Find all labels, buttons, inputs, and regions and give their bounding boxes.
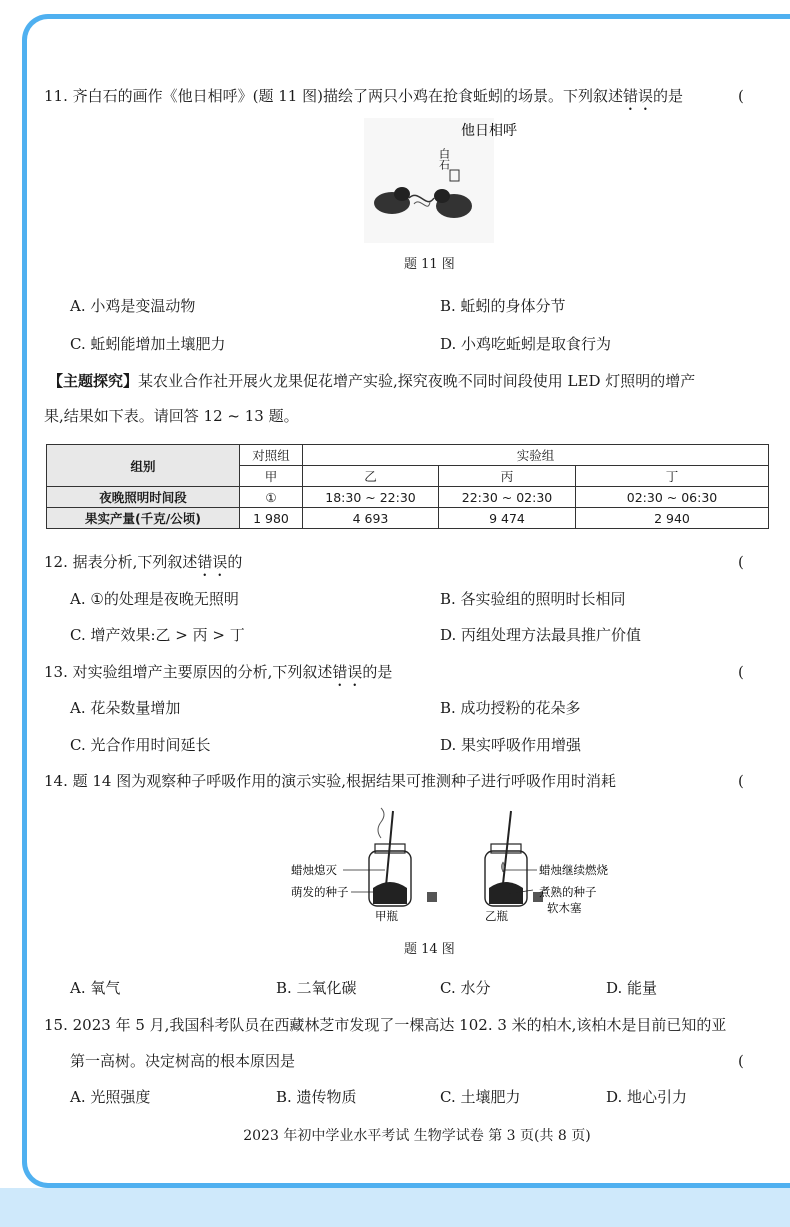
cork-a bbox=[427, 892, 437, 902]
table-control-header: 对照组 bbox=[240, 445, 303, 466]
label-candle-burn: 蜡烛继续燃烧 bbox=[539, 863, 608, 877]
q11-option-b[interactable]: B. 蚯蚓的身体分节 bbox=[440, 297, 566, 315]
q11-option-c[interactable]: C. 蚯蚓能增加土壤肥力 bbox=[70, 335, 226, 353]
table-cell: 22:30 ~ 02:30 bbox=[439, 487, 576, 508]
label-candle-out: 蜡烛熄灭 bbox=[291, 863, 337, 877]
q13-stem: 13. 对实验组增产主要原因的分析,下列叙述错误的是 bbox=[44, 663, 393, 681]
q14-option-b[interactable]: B. 二氧化碳 bbox=[276, 979, 357, 997]
label-jar-b: 乙瓶 bbox=[485, 909, 508, 923]
q11-option-d[interactable]: D. 小鸡吃蚯蚓是取食行为 bbox=[440, 335, 612, 353]
q12-option-a[interactable]: A. ①的处理是夜晚无照明 bbox=[70, 590, 239, 608]
q14-option-d[interactable]: D. 能量 bbox=[606, 979, 658, 997]
table-cell: 02:30 ~ 06:30 bbox=[576, 487, 769, 508]
q15-option-d[interactable]: D. 地心引力 bbox=[606, 1088, 688, 1106]
q12-option-d[interactable]: D. 丙组处理方法最具推广价值 bbox=[440, 626, 642, 644]
q12-option-c[interactable]: C. 增产效果:乙 > 丙 > 丁 bbox=[70, 626, 245, 644]
table-cell: 9 474 bbox=[439, 508, 576, 529]
table-cell: 1 980 bbox=[240, 508, 303, 529]
q13-option-c[interactable]: C. 光合作用时间延长 bbox=[70, 736, 211, 754]
q12-stem: 12. 据表分析,下列叙述错误的 bbox=[44, 553, 243, 571]
theme-line-1: 【主题探究】某农业合作社开展火龙果促花增产实验,探究夜晚不同时间段使用 LED 灯照明的增产 bbox=[48, 372, 696, 390]
table-cell: ① bbox=[240, 487, 303, 508]
q15-stem-line-1: 15. 2023 年 5 月,我国科考队员在西藏林芝市发现了一棵高达 102. 3 米的柏木,该柏木是目前已知的亚 bbox=[44, 1016, 727, 1034]
q14-figure bbox=[289, 806, 608, 928]
label-cooked: 煮熟的种子 bbox=[539, 885, 597, 899]
page-footer: 2023 年初中学业水平考试 生物学试卷 第 3 页(共 8 页) bbox=[243, 1128, 591, 1144]
germinating-seeds bbox=[373, 882, 407, 904]
q13-option-b[interactable]: B. 成功授粉的花朵多 bbox=[440, 699, 581, 717]
cooked-seeds bbox=[489, 882, 523, 904]
theme-line-2: 果,结果如下表。请回答 12 ~ 13 题。 bbox=[44, 407, 299, 425]
label-cork: 软木塞 bbox=[547, 901, 582, 915]
q15-option-b[interactable]: B. 遗传物质 bbox=[276, 1088, 357, 1106]
q13-option-d[interactable]: D. 果实呼吸作用增强 bbox=[440, 736, 582, 754]
label-jar-a: 甲瓶 bbox=[375, 909, 398, 923]
table-group-ding: 丁 bbox=[576, 466, 769, 487]
q15-answer-paren: ( bbox=[738, 1052, 744, 1070]
q11-painting bbox=[364, 118, 517, 243]
exam-page bbox=[44, 0, 790, 1227]
q12-answer-paren: ( bbox=[738, 553, 744, 571]
painting-inscription-1: 他日相呼 bbox=[461, 123, 517, 139]
candle-rod-b bbox=[503, 811, 511, 884]
q11-caption: 题 11 图 bbox=[404, 257, 455, 272]
table-row1-label: 夜晚照明时间段 bbox=[47, 487, 240, 508]
q14-caption: 题 14 图 bbox=[404, 942, 455, 957]
q14-stem: 14. 题 14 图为观察种子呼吸作用的演示实验,根据结果可推测种子进行呼吸作用时消耗 bbox=[44, 772, 617, 790]
q13-option-a[interactable]: A. 花朵数量增加 bbox=[70, 699, 181, 717]
candle-rod-a bbox=[386, 811, 393, 886]
q14-option-c[interactable]: C. 水分 bbox=[440, 979, 491, 997]
q13-answer-paren: ( bbox=[738, 663, 744, 681]
q14-answer-paren: ( bbox=[738, 772, 744, 790]
q12-option-b[interactable]: B. 各实验组的照明时长相同 bbox=[440, 590, 626, 608]
q11-option-a[interactable]: A. 小鸡是变温动物 bbox=[70, 297, 196, 315]
q11-stem: 11. 齐白石的画作《他日相呼》(题 11 图)描绘了两只小鸡在抢食蚯蚓的场景。下列叙述错误的是 bbox=[44, 87, 683, 105]
q15-stem-line-2: 第一高树。决定树高的根本原因是 bbox=[70, 1052, 296, 1070]
results-table bbox=[46, 444, 769, 529]
table-group-yi: 乙 bbox=[303, 466, 439, 487]
table-group-header: 组别 bbox=[47, 445, 240, 487]
q15-option-c[interactable]: C. 土壤肥力 bbox=[440, 1088, 521, 1106]
smoke bbox=[378, 808, 384, 838]
painting-inscription-2: 白石 bbox=[437, 148, 451, 170]
table-cell: 18:30 ~ 22:30 bbox=[303, 487, 439, 508]
label-germinating: 萌发的种子 bbox=[291, 885, 349, 899]
q15-option-a[interactable]: A. 光照强度 bbox=[70, 1088, 151, 1106]
table-group-bing: 丙 bbox=[439, 466, 576, 487]
q11-answer-paren: ( bbox=[738, 87, 744, 105]
table-cell: 4 693 bbox=[303, 508, 439, 529]
table-exp-header: 实验组 bbox=[303, 445, 769, 466]
table-cell: 2 940 bbox=[576, 508, 769, 529]
table-group-jia: 甲 bbox=[240, 466, 303, 487]
table-row2-label: 果实产量(千克/公顷) bbox=[47, 508, 240, 529]
q14-option-a[interactable]: A. 氧气 bbox=[70, 979, 121, 997]
